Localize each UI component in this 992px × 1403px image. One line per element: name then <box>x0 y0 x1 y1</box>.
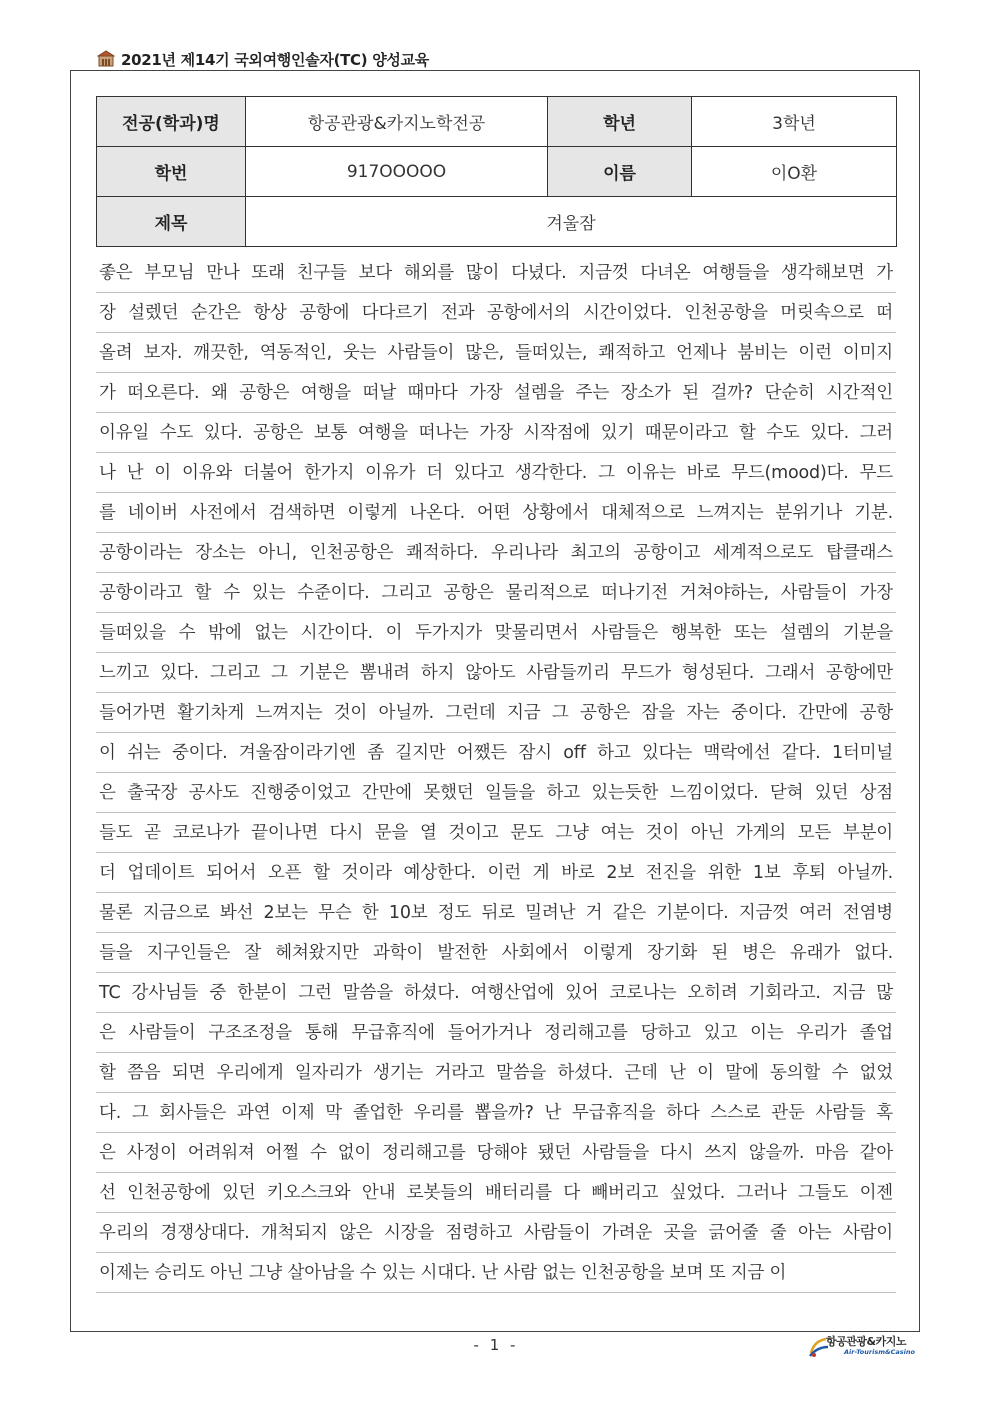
text-line: 이제는 승리도 아닌 그냥 살아남을 수 있는 시대다. 난 사람 없는 인천공항을 보며 또 지금 이 <box>96 1253 896 1293</box>
text-line: 들을 지구인들은 잘 헤쳐왔지만 과학이 발전한 사회에서 이렇게 장기화 된 병은 유래가 없다. <box>96 933 896 973</box>
title-label: 제목 <box>97 197 246 247</box>
essay-body <box>96 253 896 1293</box>
text-line: 가 떠오른다. 왜 공항은 여행을 떠날 때마다 가장 설렘을 주는 장소가 된 걸까? 단순히 시간적인 <box>96 373 896 413</box>
text-line: 선 인천공항에 있던 키오스크와 안내 로봇들의 배터리를 다 빼버리고 싶었다. 그러나 그들도 이젠 <box>96 1173 896 1213</box>
text-line: 우리의 경쟁상대다. 개척되지 않은 시장을 점령하고 사람들이 가려운 곳을 긁어줄 줄 아는 사람이 <box>96 1213 896 1253</box>
major-value: 항공관광&카지노학전공 <box>246 97 548 147</box>
text-line: 느끼고 있다. 그리고 그 기분은 뽐내려 하지 않아도 사람들끼리 무드가 형성된다. 그래서 공항에만 <box>96 653 896 693</box>
text-line: 공항이라고 할 수 있는 수준이다. 그리고 공항은 물리적으로 떠나기전 거쳐야하는, 사람들이 가장 <box>96 573 896 613</box>
text-line: 좋은 부모님 만나 또래 친구들 보다 해외를 많이 다녔다. 지금껏 다녀온 여행들을 생각해보면 가 <box>96 253 896 293</box>
logo-subtext: Air-Tourism&Casino <box>844 1348 915 1356</box>
text-line: 은 사람들이 구조조정을 통해 무급휴직에 들어가거나 정리해고를 당하고 있고 이는 우리가 졸업 <box>96 1013 896 1053</box>
text-line: 들떠있을 수 밖에 없는 시간이다. 이 두가지가 맞물리면서 사람들은 행복한 또는 설렘의 기분을 <box>96 613 896 653</box>
document-header <box>97 48 429 70</box>
text-line: 올려 보자. 깨끗한, 역동적인, 웃는 사람들이 많은, 들떠있는, 쾌적하고 언제나 붐비는 이런 이미지 <box>96 333 896 373</box>
title-value: 겨울잠 <box>246 197 897 247</box>
page-number: - 1 - <box>473 1336 519 1354</box>
text-line: 할 쯤음 되면 우리에게 일자리가 생기는 거라고 말씀을 하셨다. 근데 난 이 말에 동의할 수 없었 <box>96 1053 896 1093</box>
text-line: 공항이라는 장소는 아니, 인천공항은 쾌적하다. 우리나라 최고의 공항이고 세계적으로도 탑클래스 <box>96 533 896 573</box>
text-line: 나 난 이 이유와 더불어 한가지 이유가 더 있다고 생각한다. 그 이유는 바로 무드(mood)다. 무드 <box>96 453 896 493</box>
student-id-value: 917OOOOO <box>246 147 548 197</box>
name-label: 이름 <box>548 147 692 197</box>
text-line: TC 강사님들 중 한분이 그런 말씀을 하셨다. 여행산업에 있어 코로나는 오히려 기회라고. 지금 많 <box>96 973 896 1013</box>
student-id-label: 학번 <box>97 147 246 197</box>
text-line: 이 쉬는 중이다. 겨울잠이라기엔 좀 길지만 어쨌든 잠시 off 하고 있다는 맥락에선 같다. 1터미널 <box>96 733 896 773</box>
text-line: 물론 지금으로 봐선 2보는 무슨 한 10보 정도 뒤로 밀려난 거 같은 기분이다. 지금껏 여러 전염병 <box>96 893 896 933</box>
text-line: 들어가면 활기차게 느껴지는 것이 아닐까. 그런데 지금 그 공항은 잠을 자는 중이다. 간만에 공항 <box>96 693 896 733</box>
text-line: 들도 곧 코로나가 끝이나면 다시 문을 열 것이고 문도 그냥 여는 것이 아닌 가게의 모든 부분이 <box>96 813 896 853</box>
text-line: 더 업데이트 되어서 오픈 할 것이라 예상한다. 이런 게 바로 2보 전진을 위한 1보 후퇴 아닐까. <box>96 853 896 893</box>
text-line: 이유일 수도 있다. 공항은 보통 여행을 떠나는 가장 시작점에 있기 때문이라고 할 수도 있다. 그러 <box>96 413 896 453</box>
text-line: 를 네이버 사전에서 검색하면 이렇게 나온다. 어떤 상황에서 대체적으로 느껴지는 분위기나 기분. <box>96 493 896 533</box>
text-line: 은 사정이 어려워져 어쩔 수 없이 정리해고를 당해야 됐던 사람들을 다시 쓰지 않을까. 마음 같아 <box>96 1133 896 1173</box>
grade-label: 학년 <box>548 97 692 147</box>
major-label: 전공(학과)명 <box>97 97 246 147</box>
text-line: 은 출국장 공사도 진행중이었고 간만에 못했던 일들을 하고 있는듯한 느낌이었다. 닫혀 있던 상점 <box>96 773 896 813</box>
header-title: 2021년 제14기 국외여행인솔자(TC) 양성교육 <box>121 50 430 69</box>
grade-value: 3학년 <box>692 97 897 147</box>
text-line: 다. 그 회사들은 과연 이제 막 졸업한 우리를 뽑을까? 난 무급휴직을 하다 스스로 관둔 사람들 혹 <box>96 1093 896 1133</box>
text-line: 장 설렜던 순간은 항상 공항에 다다르기 전과 공항에서의 시간이었다. 인천공항을 머릿속으로 떠 <box>96 293 896 333</box>
name-value: 이O환 <box>692 147 897 197</box>
info-table <box>96 96 897 247</box>
building-icon <box>97 50 115 68</box>
logo-text: 항공관광&카지노 <box>826 1335 906 1348</box>
department-logo <box>808 1331 915 1365</box>
